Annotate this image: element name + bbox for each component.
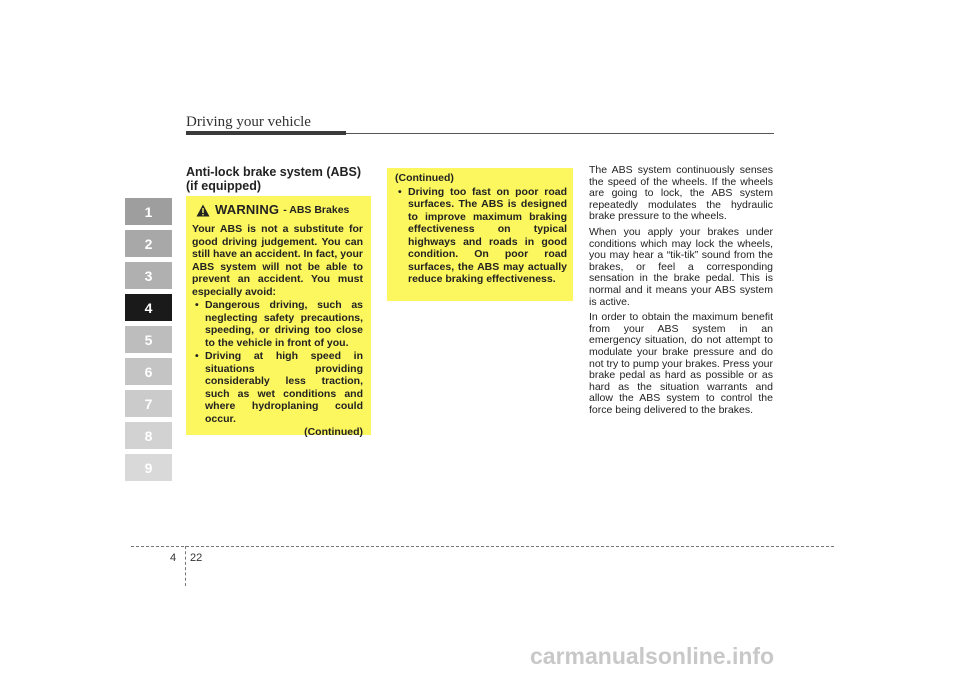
body-text-column: [589, 165, 773, 420]
footer-rule: [131, 546, 834, 547]
warning-title: WARNING: [215, 202, 280, 218]
header-rule: [346, 133, 774, 134]
continued-bullets: [395, 186, 567, 286]
chapter-tabs: [125, 198, 172, 486]
body-paragraph: The ABS system continuously senses the speed of the wheels. If the wheels are going to lock, the ABS system repeatedly modulates the hydraulic brake pressure to the wheels.: [589, 164, 773, 223]
footer-page-number: 22: [190, 552, 203, 564]
chapter-tab-5[interactable]: 5: [125, 326, 172, 353]
warning-bullet: • Dangerous driving, such as neglecting safety precautions, speeding, or driving too close to the vehicle in front of you.: [192, 299, 363, 349]
footer-chapter-number: 4: [170, 552, 177, 564]
warning-triangle-icon: [196, 204, 210, 217]
chapter-tab-7[interactable]: 7: [125, 390, 172, 417]
warning-header: [196, 204, 363, 217]
chapter-tab-4[interactable]: 4: [125, 294, 172, 321]
chapter-tab-8[interactable]: 8: [125, 422, 172, 449]
continued-heading: (Continued): [395, 172, 454, 184]
watermark: carmanualsonline.info: [530, 643, 775, 669]
chapter-tab-9[interactable]: 9: [125, 454, 172, 481]
chapter-tab-3[interactable]: 3: [125, 262, 172, 289]
warning-continued: (Continued): [304, 426, 363, 438]
chapter-tab-1[interactable]: 1: [125, 198, 172, 225]
chapter-tab-2[interactable]: 2: [125, 230, 172, 257]
continued-box: [387, 168, 573, 301]
footer-divider: [185, 546, 186, 586]
chapter-tab-6[interactable]: 6: [125, 358, 172, 385]
warning-subtitle: - ABS Brakes: [283, 204, 350, 217]
body-paragraph: When you apply your brakes under conditions which may lock the wheels, you may hear a “tik-tik” sound from the brakes, or feel a corresponding sensation in the brake pedal. This is normal and it means your ABS system is active.: [589, 225, 773, 308]
header-title: Driving your vehicle: [186, 114, 311, 130]
warning-bullet: • Driving at high speed in situations providing considerably less traction, such as wet conditions and where hydroplaning could occur.: [192, 350, 363, 425]
continued-bullet: • Driving too fast on poor road surfaces. The ABS is designed to improve maximum braking effectiveness on typical highways and roads in good condition. On poor road surfaces, the ABS may actually reduce braking effectiveness.: [395, 186, 567, 286]
section-title: Anti-lock brake system (ABS) (if equipped): [186, 165, 362, 193]
warning-body: Your ABS is not a substitute for good driving judgement. You can still have an accident. In fact, your ABS system will not be able to prevent an accident. You must especially avoid:: [192, 223, 363, 298]
warning-bullets: [192, 299, 363, 425]
body-paragraph: In order to obtain the maximum benefit from your ABS system in an emergency situation, do not attempt to modulate your brake pressure and do not try to pump your brakes. Press your brake pedal as hard as possible or as hard as the situation warrants and allow the ABS system to control the force being delivered to the brakes.: [589, 311, 773, 416]
warning-box: [186, 196, 371, 438]
header-bar: [186, 131, 346, 135]
